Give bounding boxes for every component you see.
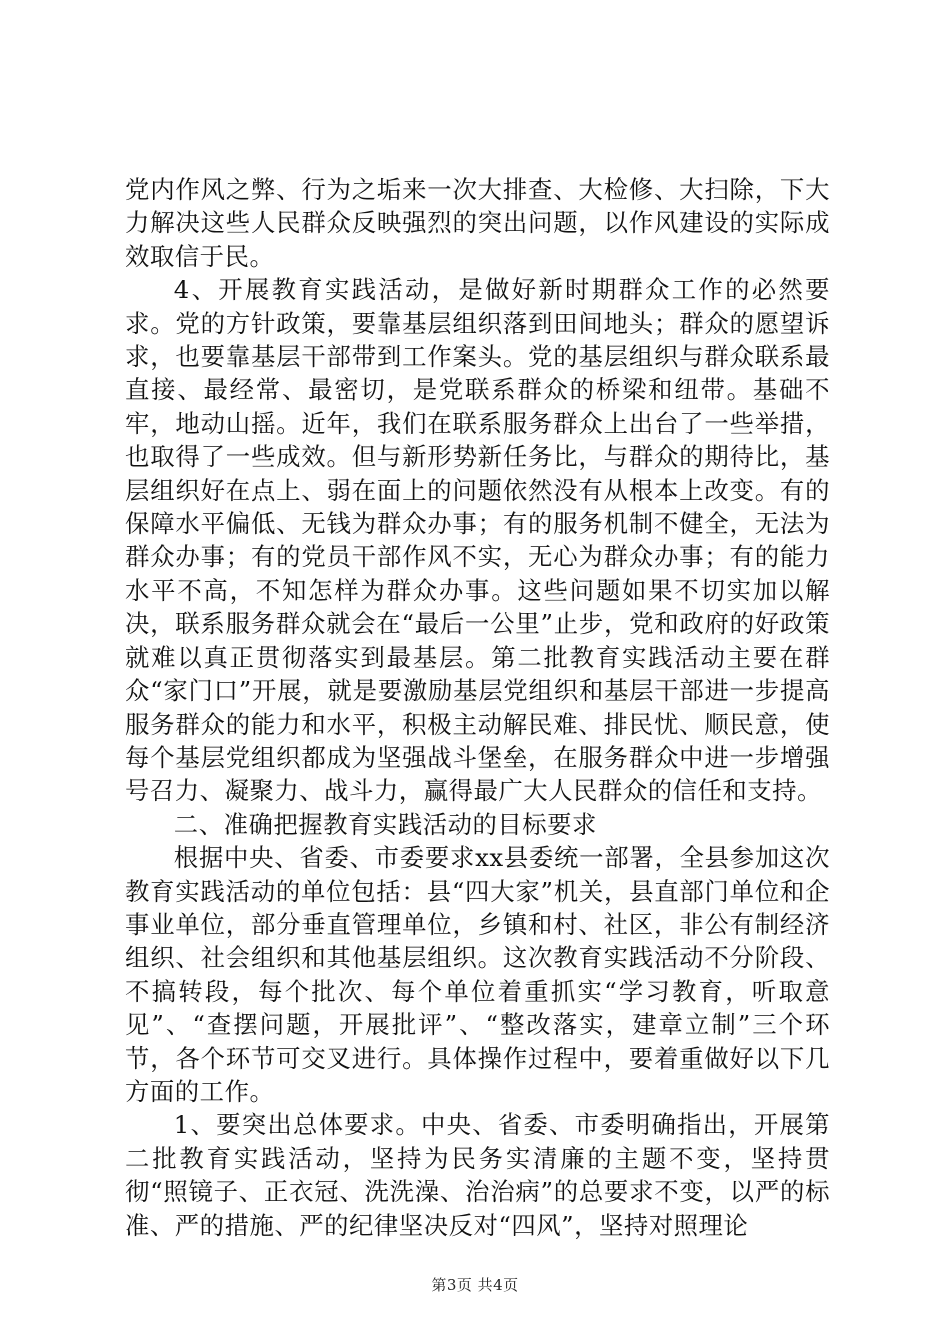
- paragraph-2: 4、开展教育实践活动，是做好新时期群众工作的必然要求。党的方针政策，要靠基层组织落到田间地头；群众的愿望诉求，也要靠基层干部带到工作案头。党的基层组织与群众联系最直接、最经常、最密切，是党联系群众的桥梁和纽带。基础不牢，地动山摇。近年，我们在联系服务群众上出台了一些举措，也取得了一些成效。但与新形势新任务比，与群众的期待比，基层组织好在点上、弱在面上的问题依然没有从根本上改变。有的保障水平偏低、无钱为群众办事；有的服务机制不健全，无法为群众办事；有的党员干部作风不实，无心为群众办事；有的能力水平不高，不知怎样为群众办事。这些问题如果不切实加以解决，联系服务群众就会在“最后一公里”止步，党和政府的好政策就难以真正贯彻落实到最基层。第二批教育实践活动主要在群众“家门口”开展，就是要激励基层党组织和基层干部进一步提高服务群众的能力和水平，积极主动解民难、排民忧、顺民意，使每个基层党组织都成为坚强战斗堡垒，在服务群众中进一步增强号召力、凝聚力、战斗力，赢得最广大人民群众的信任和支持。: [125, 275, 830, 806]
- paragraph-1: 党内作风之弊、行为之垢来一次大排查、大检修、大扫除，下大力解决这些人民群众反映强烈的突出问题，以作风建设的实际成效取信于民。: [125, 175, 830, 271]
- page-number: 第3页 共4页: [431, 1276, 519, 1294]
- page-footer: [0, 1274, 950, 1295]
- section-heading: 二、准确把握教育实践活动的目标要求: [173, 809, 597, 839]
- paragraph-4: 1、要突出总体要求。中央、省委、市委明确指出，开展第二批教育实践活动，坚持为民务实清廉的主题不变，坚持贯彻“照镜子、正衣冠、洗洗澡、治治病”的总要求不变，以严的标准、严的措施、严的纪律坚决反对“四风”，坚持对照理论: [125, 1110, 830, 1240]
- document-body: [125, 173, 830, 1242]
- paragraph-3: 根据中央、省委、市委要求xx县委统一部署，全县参加这次教育实践活动的单位包括：县“四大家”机关，县直部门单位和企事业单位，部分垂直管理单位，乡镇和村、社区，非公有制经济组织、社会组织和其他基层组织。这次教育实践活动不分阶段、不搞转段，每个批次、每个单位着重抓实“学习教育，听取意见”、“查摆问题，开展批评”、“整改落实，建章立制”三个环节，各个环节可交叉进行。具体操作过程中，要着重做好以下几方面的工作。: [125, 843, 830, 1106]
